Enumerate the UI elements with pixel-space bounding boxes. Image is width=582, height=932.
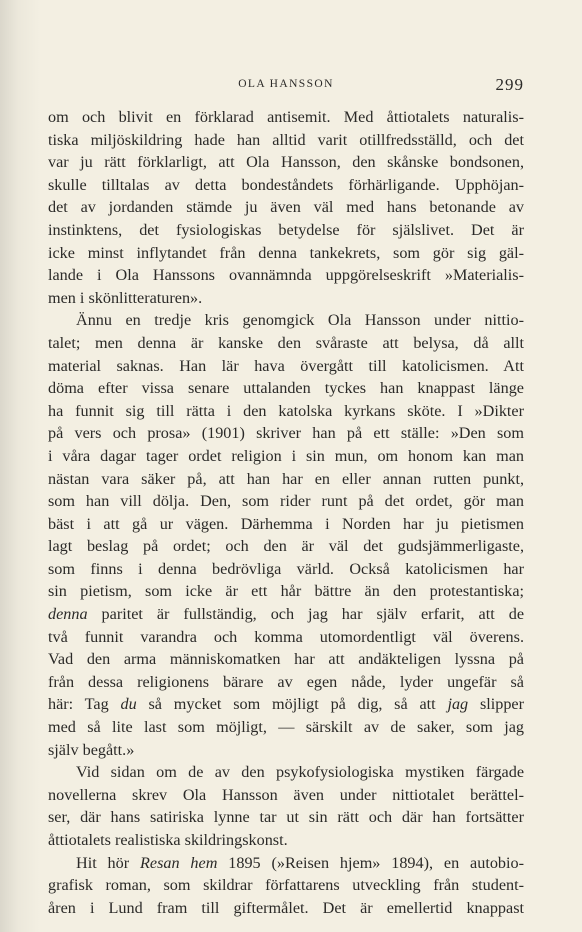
text-line <box>48 829 524 852</box>
text-line <box>48 309 524 332</box>
text-line <box>48 648 524 671</box>
text-line <box>48 106 524 129</box>
text-line <box>48 626 524 649</box>
text-line <box>48 129 524 152</box>
text-segment: Vid sidan om de av den psykofysiologiska mystiken färgade <box>76 763 524 782</box>
text-line <box>48 671 524 694</box>
text-line <box>48 445 524 468</box>
text-line <box>48 355 524 378</box>
text-line <box>48 151 524 174</box>
text-segment: det av jordanden stämde ju även väl med hans betonande av <box>48 198 524 217</box>
text-segment: själv begått.» <box>48 740 135 759</box>
text-segment: åttiotalets realistiska skildringskonst. <box>48 831 288 849</box>
text-line <box>48 716 524 739</box>
text-line <box>48 196 524 219</box>
text-line <box>48 264 524 287</box>
italic-text: denna <box>48 605 88 624</box>
text-segment: nästan vara säker på, att han har en eller annan rutten punkt, <box>48 469 524 488</box>
text-segment: var ju rätt förklarligt, att Ola Hansson, den skånske bondsonen, <box>48 153 524 172</box>
text-line <box>48 468 524 491</box>
text-segment: material saknas. Han lär hava övergått till katolicismen. Att <box>48 356 524 375</box>
text-segment: åren i Lund fram till giftermålet. Det är emellertid knappast <box>48 898 524 917</box>
text-segment: slipper <box>468 695 524 714</box>
text-segment: Hit hör <box>76 853 140 872</box>
text-segment: paritet är fullständig, och jag har själv erfarit, att de <box>87 605 524 624</box>
text-line <box>48 852 524 875</box>
text-segment: men i skönlitteraturen». <box>48 288 203 307</box>
text-line <box>48 332 524 355</box>
text-segment: sin pietism, som icke är ett hår bättre än den protestantiska; <box>48 582 524 601</box>
text-line <box>48 603 524 626</box>
text-segment: här: Tag <box>48 695 121 714</box>
text-segment: skulle tilltalas av detta bondeståndets förhärligande. Upphöjan- <box>48 175 524 194</box>
text-segment: ha funnit sig till rätta i den katolska kyrkans sköte. I »Dikter <box>48 401 524 420</box>
text-line <box>48 535 524 558</box>
text-line <box>48 174 524 197</box>
running-title: OLA HANSSON <box>238 78 334 90</box>
text-line <box>48 580 524 603</box>
text-segment: så mycket som möjligt på dig, så att <box>136 695 448 714</box>
text-segment: instinktens, det fysiologiskas betydelse för själslivet. Det är <box>48 220 524 239</box>
text-line <box>48 242 524 265</box>
text-line <box>48 784 524 807</box>
text-line <box>48 219 524 242</box>
italic-text: du <box>120 695 137 714</box>
text-segment: som finns i denna bedrövliga värld. Också katolicismen har <box>48 559 524 578</box>
running-header <box>48 76 524 96</box>
text-segment: icke minst inflytandet från denna tankekrets, som gör sig gäl- <box>48 243 524 262</box>
text-segment: i våra dagar tager ordet religion i sin mun, om honom kan man <box>48 446 524 465</box>
text-segment: talet; men denna är kanske den svåraste att belysa, då allt <box>48 333 524 352</box>
text-segment: Ännu en tredje kris genomgick Ola Hansson under nittio- <box>76 311 524 330</box>
text-segment: med så lite last som möjligt, — särskilt av de saker, som jag <box>48 718 524 737</box>
text-segment: ser, där hans satiriska lynne tar ut sin rätt och där han fortsätter <box>48 808 524 827</box>
text-segment: tiska miljöskildring hade han alltid varit otillfredsställd, och det <box>48 130 524 149</box>
body-text <box>48 106 524 919</box>
page-number: 299 <box>495 75 524 94</box>
text-line <box>48 693 524 716</box>
text-segment: som han vill dölja. Den, som rider runt på det ordet, gör man <box>48 492 524 511</box>
text-line <box>48 897 524 920</box>
text-segment: lande i Ola Hanssons ovannämnda uppgörelseskrift »Materialis- <box>48 266 524 285</box>
text-line <box>48 377 524 400</box>
text-segment: Vad den arma människomatken har att andäkteligen lyssna på <box>48 650 524 669</box>
text-line <box>48 874 524 897</box>
text-segment: om och blivit en förklarad antisemit. Med åttiotalets naturalis- <box>48 108 524 126</box>
italic-text: Resan hem <box>140 853 218 872</box>
text-segment: två funnit varandra och komma utomordentligt väl överens. <box>48 627 524 646</box>
text-segment: bäst i att gå ur vägen. Därhemma i Norden har ju pietismen <box>48 514 524 533</box>
text-line <box>48 761 524 784</box>
text-segment: lagt beslag på ordet; och den är väl det gudsjämmerligaste, <box>48 537 524 556</box>
text-line <box>48 806 524 829</box>
text-segment: döma efter vissa senare uttalanden tyckes han knappast länge <box>48 379 524 398</box>
text-segment: på vers och prosa» (1901) skriver han på ett ställe: »Den som <box>48 424 524 443</box>
text-segment: 1895 (»Reisen hjem» 1894), en autobio- <box>217 853 525 872</box>
text-line <box>48 287 524 310</box>
italic-text: jag <box>447 695 469 714</box>
text-segment: grafisk roman, som skildrar författarens utveckling från student- <box>48 876 524 895</box>
text-line <box>48 422 524 445</box>
text-line <box>48 400 524 423</box>
text-line <box>48 739 524 762</box>
text-segment: från dessa religionens bärare av egen nåde, lyder ungefär så <box>48 672 524 691</box>
text-line <box>48 513 524 536</box>
text-line <box>48 490 524 513</box>
text-line <box>48 558 524 581</box>
text-segment: novellerna skrev Ola Hansson även under nittiotalet berättel- <box>48 785 524 804</box>
